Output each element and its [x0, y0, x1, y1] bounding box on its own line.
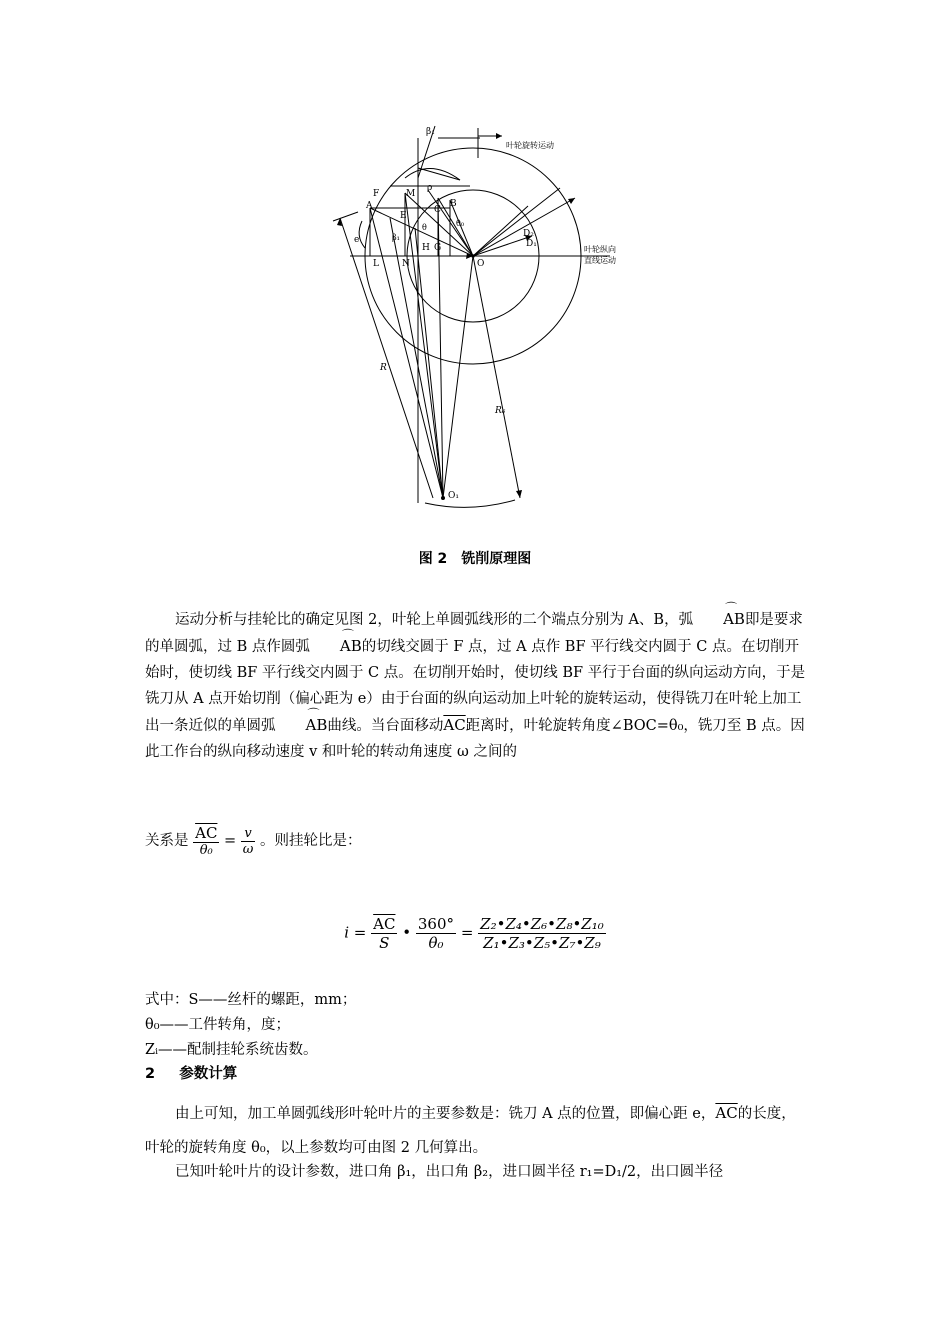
- figure-caption: 图 2 铣削原理图: [418, 551, 532, 567]
- label-rotation: 叶轮旋转运动: [506, 141, 554, 150]
- label-C: C: [434, 205, 441, 215]
- formula-frac-3: [478, 915, 606, 952]
- definition-theta0: θ₀——工件转角，度；: [145, 1017, 291, 1033]
- label-D2: D₂: [523, 229, 534, 239]
- arc-AB-2: ⌒ AB: [310, 633, 362, 659]
- label-B: B: [450, 199, 457, 209]
- relation-suffix: 。则挂轮比是：: [260, 833, 362, 849]
- p1-text-5: 距离时，叶轮旋转角度∠BOC=θ₀，铣刀至 B 点。因此工作台的纵向移动速度 v 和叶轮的转动角速度 ω 之间的: [145, 718, 805, 760]
- p1-text-3: 的切线交圆于 F 点，过 A 点作 BF 平行线交内圆于 C 点。在切削开始时，使切线 BF 平行线交内圆于 C 点。在切削开始时，使切线 BF 平行于台面的纵向运动方向，于是铣刀从 A 点开始切削（偏心距为 e）由于台面的纵向运动加上叶轮的旋转运动，使得铣刀在叶轮上加工出一条近似的单圆弧: [145, 639, 806, 734]
- section-heading: [145, 1062, 237, 1083]
- p1-text-2: 即是要求的单圆弧，过 B 点作圆弧: [145, 612, 803, 655]
- p1-text-1: 运动分析与挂轮比的确定见图 2，叶轮上单圆弧线形的二个端点分别为 A、B，弧: [175, 612, 694, 628]
- label-O: O: [477, 259, 485, 269]
- formula-den-2: θ₀: [428, 934, 444, 952]
- milling-diagram: [310, 118, 640, 518]
- label-R: R: [380, 363, 387, 373]
- definition-Zi: Zᵢ——配制挂轮系统齿数。: [145, 1042, 318, 1058]
- relation-prefix: 关系是: [145, 833, 189, 849]
- paragraph-2: [145, 1096, 810, 1165]
- milling-principle-figure: [310, 118, 640, 518]
- section-number: 2: [145, 1066, 156, 1082]
- gear-ratio-formula: [0, 915, 950, 952]
- label-rho: ρ: [427, 183, 433, 193]
- formula-den-1: S: [379, 934, 390, 952]
- formula-frac-2: [416, 915, 456, 952]
- arc-AB-1: ⌒ AB: [693, 606, 745, 632]
- label-O1: O₁: [448, 491, 459, 501]
- arc-AB-3: ⌒ AB: [276, 712, 328, 738]
- relation-num-2: v: [241, 826, 256, 842]
- label-M: M: [406, 189, 416, 199]
- relation-equals: =: [224, 833, 237, 849]
- label-E: E: [400, 211, 407, 221]
- paragraph-3: 已知叶轮叶片的设计参数，进口角 β₁，出口角 β₂，进口圆半径 r₁=D₁/2，出口圆半径: [175, 1164, 724, 1180]
- relation-num-1: $\overline{AC}$: [195, 824, 218, 842]
- p1-text-4: 曲线。当台面移动: [327, 718, 444, 734]
- label-H: H: [422, 243, 430, 253]
- relation-fraction-2: [241, 826, 256, 857]
- label-G: G: [434, 243, 442, 253]
- p2-text-2: 的长度，叶轮的旋转角度 θ₀，以上参数均可由图 2 几何算出。: [145, 1106, 796, 1156]
- formula-dot: •: [402, 923, 412, 942]
- section-title: 参数计算: [179, 1066, 238, 1082]
- formula-frac-1: [371, 915, 397, 952]
- label-beta1-mid: β₁: [392, 233, 400, 242]
- label-R6: R₆: [495, 406, 506, 416]
- label-N: N: [402, 259, 410, 269]
- label-e: e: [354, 235, 360, 245]
- label-L: L: [373, 259, 379, 269]
- relation-den-2: ω: [242, 841, 254, 857]
- formula-num-3: Z₂•Z₄•Z₆•Z₈•Z₁₀: [480, 915, 604, 933]
- label-beta1-top: β₁: [426, 127, 435, 137]
- formula-num-2: 360°: [417, 915, 455, 933]
- formula-equals: =: [460, 923, 474, 942]
- relation-den-1: θ₀: [199, 843, 213, 858]
- definition-S: 式中：S——丝杆的螺距，mm；: [145, 992, 357, 1008]
- relation-fraction-1: [193, 824, 219, 858]
- label-longitudinal-2: 直线运动: [584, 256, 616, 265]
- label-F: F: [373, 189, 380, 199]
- label-A: A: [366, 201, 373, 211]
- label-theta0: θ₀: [456, 219, 465, 228]
- formula-den-3: Z₁•Z₃•Z₅•Z₇•Z₉: [483, 934, 601, 952]
- relation-line: [145, 824, 810, 858]
- p2-text-1: 由上可知，加工单圆弧线形叶轮叶片的主要参数是：铣刀 A 点的位置，即偏心距 e，: [175, 1106, 716, 1122]
- label-longitudinal-1: 叶轮纵向: [584, 245, 616, 254]
- paragraph-1: [145, 606, 810, 765]
- label-D1: D₁: [526, 239, 537, 249]
- formula-i: i =: [344, 923, 367, 942]
- formula-num-1: $\overline{AC}$: [373, 915, 396, 933]
- segment-AC-1: $\overline{AC}$: [443, 716, 466, 734]
- segment-AC-2: $\overline{AC}$: [715, 1104, 738, 1122]
- label-theta: θ: [422, 223, 427, 232]
